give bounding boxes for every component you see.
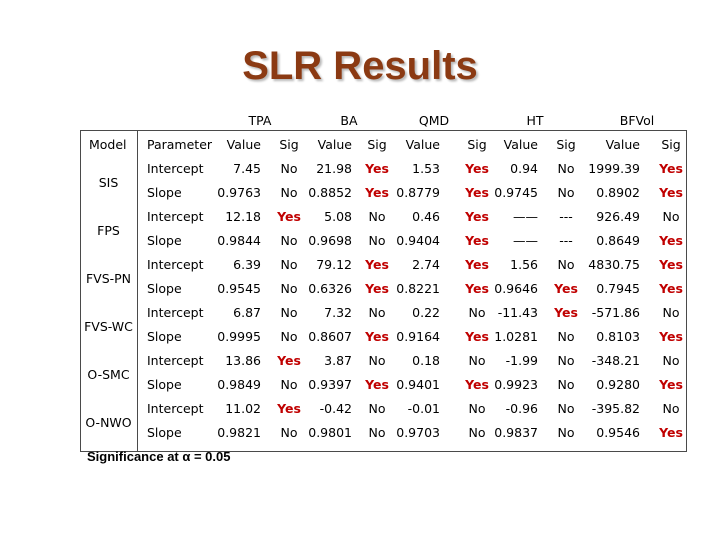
parameter-label: Slope — [147, 425, 182, 440]
value-cell: 0.9401 — [396, 377, 440, 392]
column-header: Sig — [279, 137, 299, 152]
parameter-column-header: Parameter — [147, 137, 213, 152]
sig-cell: Yes — [365, 329, 389, 344]
sig-cell: No — [662, 401, 680, 416]
sig-cell: Yes — [277, 401, 301, 416]
sig-cell: No — [280, 425, 298, 440]
model-name: O-SMC — [87, 367, 130, 382]
sig-cell: Yes — [465, 257, 489, 272]
parameter-label: Intercept — [147, 257, 204, 272]
value-cell: 6.39 — [233, 257, 261, 272]
parameter-label: Slope — [147, 377, 182, 392]
significance-note: Significance at α = 0.05 — [87, 449, 231, 464]
value-cell: 0.6326 — [308, 281, 352, 296]
column-header: Value — [405, 137, 440, 152]
sig-cell: No — [280, 161, 298, 176]
value-cell: 0.9404 — [396, 233, 440, 248]
parameter-label: Slope — [147, 233, 182, 248]
column-header: Value — [317, 137, 352, 152]
sig-cell: Yes — [277, 209, 301, 224]
value-cell: 0.9703 — [396, 425, 440, 440]
value-cell: 0.7945 — [596, 281, 640, 296]
parameter-label: Intercept — [147, 161, 204, 176]
value-cell: —— — [513, 209, 538, 224]
value-cell: -0.42 — [319, 401, 352, 416]
sig-cell: No — [557, 185, 575, 200]
value-cell: 0.9545 — [217, 281, 261, 296]
model-column-header: Model — [89, 137, 127, 152]
sig-cell: Yes — [659, 161, 683, 176]
model-name: SIS — [98, 175, 119, 190]
column-header: Sig — [367, 137, 387, 152]
value-cell: -11.43 — [497, 305, 538, 320]
model-name: O-NWO — [85, 415, 132, 430]
value-cell: 0.9923 — [494, 377, 538, 392]
parameter-label: Slope — [147, 185, 182, 200]
sig-cell: Yes — [465, 281, 489, 296]
sig-cell: Yes — [365, 257, 389, 272]
sig-cell: No — [280, 377, 298, 392]
sig-cell: No — [662, 305, 680, 320]
value-cell: 12.18 — [225, 209, 261, 224]
value-cell: 0.8607 — [308, 329, 352, 344]
sig-cell: Yes — [659, 233, 683, 248]
value-cell: 0.9164 — [396, 329, 440, 344]
group-header-qmd: QMD — [418, 113, 450, 128]
column-header: Sig — [661, 137, 681, 152]
parameter-label: Slope — [147, 281, 182, 296]
sig-cell: Yes — [465, 233, 489, 248]
sig-cell: No — [468, 305, 486, 320]
value-cell: 0.9801 — [308, 425, 352, 440]
sig-cell: Yes — [659, 281, 683, 296]
value-cell: 7.32 — [324, 305, 352, 320]
sig-cell: --- — [559, 233, 573, 248]
sig-cell: No — [557, 161, 575, 176]
sig-cell: No — [280, 281, 298, 296]
value-cell: —— — [513, 233, 538, 248]
value-cell: 21.98 — [316, 161, 352, 176]
value-cell: 0.8779 — [396, 185, 440, 200]
value-cell: 0.8649 — [596, 233, 640, 248]
table-divider — [137, 130, 138, 452]
value-cell: 1999.39 — [588, 161, 640, 176]
parameter-label: Slope — [147, 329, 182, 344]
parameter-label: Intercept — [147, 305, 204, 320]
column-header: Value — [503, 137, 538, 152]
sig-cell: No — [557, 401, 575, 416]
sig-cell: No — [557, 353, 575, 368]
sig-cell: Yes — [659, 377, 683, 392]
sig-cell: Yes — [365, 281, 389, 296]
value-cell: 0.8852 — [308, 185, 352, 200]
sig-cell: --- — [559, 209, 573, 224]
column-header: Sig — [467, 137, 487, 152]
sig-cell: Yes — [554, 281, 578, 296]
sig-cell: No — [557, 425, 575, 440]
sig-cell: Yes — [365, 185, 389, 200]
value-cell: 0.9849 — [217, 377, 261, 392]
group-header-ba: BA — [340, 113, 358, 128]
sig-cell: Yes — [465, 329, 489, 344]
value-cell: 0.94 — [510, 161, 538, 176]
value-cell: -0.96 — [505, 401, 538, 416]
sig-cell: Yes — [659, 257, 683, 272]
value-cell: 1.56 — [510, 257, 538, 272]
value-cell: -348.21 — [591, 353, 640, 368]
sig-cell: No — [368, 353, 386, 368]
value-cell: -395.82 — [591, 401, 640, 416]
sig-cell: No — [468, 425, 486, 440]
value-cell: 0.18 — [412, 353, 440, 368]
column-header: Value — [226, 137, 261, 152]
sig-cell: Yes — [465, 209, 489, 224]
value-cell: 11.02 — [225, 401, 261, 416]
value-cell: 0.9397 — [308, 377, 352, 392]
value-cell: 0.8902 — [596, 185, 640, 200]
sig-cell: No — [557, 377, 575, 392]
sig-cell: No — [368, 233, 386, 248]
sig-cell: No — [280, 329, 298, 344]
group-header-bfvol: BFVol — [619, 113, 655, 128]
value-cell: 2.74 — [412, 257, 440, 272]
model-name: FVS-WC — [84, 319, 133, 334]
sig-cell: Yes — [659, 329, 683, 344]
value-cell: 3.87 — [324, 353, 352, 368]
value-cell: 0.9745 — [494, 185, 538, 200]
sig-cell: No — [368, 305, 386, 320]
value-cell: 0.8103 — [596, 329, 640, 344]
sig-cell: Yes — [659, 425, 683, 440]
page-title: SLR Results — [242, 44, 478, 88]
value-cell: 0.9837 — [494, 425, 538, 440]
value-cell: 0.9698 — [308, 233, 352, 248]
value-cell: 0.9546 — [596, 425, 640, 440]
sig-cell: Yes — [365, 161, 389, 176]
value-cell: -571.86 — [591, 305, 640, 320]
group-header-ht: HT — [526, 113, 544, 128]
value-cell: 0.9844 — [217, 233, 261, 248]
value-cell: 0.9995 — [217, 329, 261, 344]
value-cell: 13.86 — [225, 353, 261, 368]
sig-cell: Yes — [465, 377, 489, 392]
sig-cell: No — [468, 353, 486, 368]
sig-cell: No — [557, 257, 575, 272]
value-cell: 79.12 — [316, 257, 352, 272]
value-cell: -1.99 — [505, 353, 538, 368]
parameter-label: Intercept — [147, 353, 204, 368]
value-cell: 0.22 — [412, 305, 440, 320]
value-cell: 0.9646 — [494, 281, 538, 296]
sig-cell: No — [280, 257, 298, 272]
value-cell: 7.45 — [233, 161, 261, 176]
sig-cell: Yes — [465, 185, 489, 200]
sig-cell: Yes — [659, 185, 683, 200]
sig-cell: No — [662, 353, 680, 368]
sig-cell: Yes — [365, 377, 389, 392]
value-cell: 926.49 — [596, 209, 640, 224]
model-name: FVS-PN — [85, 271, 132, 286]
sig-cell: No — [280, 185, 298, 200]
value-cell: 1.53 — [412, 161, 440, 176]
sig-cell: No — [368, 209, 386, 224]
model-name: FPS — [97, 223, 120, 238]
value-cell: 4830.75 — [588, 257, 640, 272]
parameter-label: Intercept — [147, 401, 204, 416]
sig-cell: No — [280, 305, 298, 320]
sig-cell: No — [662, 209, 680, 224]
column-header: Value — [605, 137, 640, 152]
value-cell: 0.9821 — [217, 425, 261, 440]
sig-cell: Yes — [465, 161, 489, 176]
value-cell: 0.9763 — [217, 185, 261, 200]
sig-cell: Yes — [554, 305, 578, 320]
sig-cell: No — [368, 425, 386, 440]
value-cell: 0.46 — [412, 209, 440, 224]
sig-cell: No — [280, 233, 298, 248]
sig-cell: No — [368, 401, 386, 416]
parameter-label: Intercept — [147, 209, 204, 224]
value-cell: -0.01 — [407, 401, 440, 416]
column-header: Sig — [556, 137, 576, 152]
value-cell: 1.0281 — [494, 329, 538, 344]
sig-cell: Yes — [277, 353, 301, 368]
group-header-tpa: TPA — [248, 113, 272, 128]
value-cell: 5.08 — [324, 209, 352, 224]
sig-cell: No — [468, 401, 486, 416]
value-cell: 0.8221 — [396, 281, 440, 296]
sig-cell: No — [557, 329, 575, 344]
value-cell: 6.87 — [233, 305, 261, 320]
value-cell: 0.9280 — [596, 377, 640, 392]
